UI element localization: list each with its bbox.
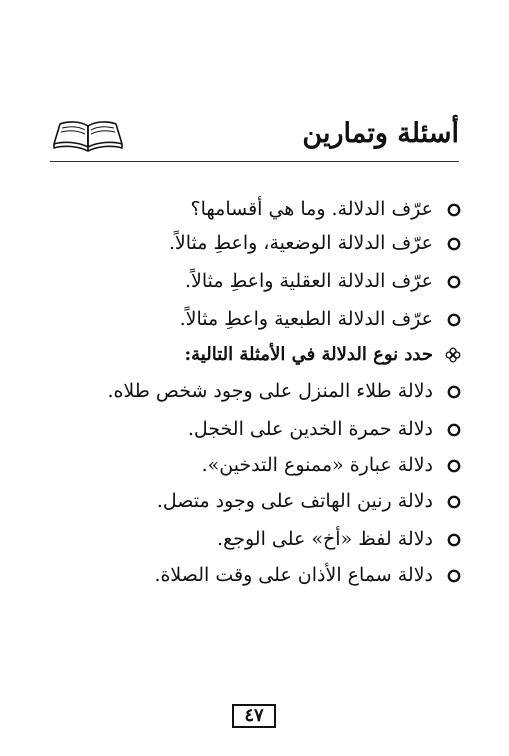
page-number: ٤٧ bbox=[232, 704, 276, 728]
section-heading-text: حدد نوع الدلالة في الأمثلة التالية: bbox=[184, 344, 433, 365]
question-item bbox=[191, 200, 461, 219]
question-text: عرّف الدلالة الوضعية، واعطِ مثالاً. bbox=[168, 232, 433, 254]
circle-bullet-icon bbox=[447, 533, 461, 547]
section-heading bbox=[185, 346, 461, 364]
circle-bullet-icon bbox=[447, 385, 461, 399]
example-item bbox=[217, 530, 461, 549]
open-book-icon bbox=[52, 118, 124, 152]
circle-bullet-icon bbox=[447, 275, 461, 289]
question-text: عرّف الدلالة العقلية واعطِ مثالاً. bbox=[185, 270, 433, 292]
header-divider bbox=[50, 161, 459, 162]
circle-bullet-icon bbox=[447, 237, 461, 251]
example-text: دلالة طلاء المنزل على وجود شخص طلاه. bbox=[107, 380, 433, 402]
circle-bullet-icon bbox=[447, 495, 461, 509]
flower-bullet-icon bbox=[445, 347, 461, 363]
circle-bullet-icon bbox=[447, 313, 461, 327]
circle-bullet-icon bbox=[447, 203, 461, 217]
question-text: عرّف الدلالة الطبعية واعطِ مثالاً. bbox=[179, 308, 433, 330]
circle-bullet-icon bbox=[447, 423, 461, 437]
example-text: دلالة لفظ «أخ» على الوجع. bbox=[217, 528, 433, 550]
example-item bbox=[157, 492, 461, 511]
example-text: دلالة رنين الهاتف على وجود متصل. bbox=[156, 490, 433, 512]
circle-bullet-icon bbox=[447, 569, 461, 583]
question-item bbox=[185, 272, 461, 291]
page-title: أسئلة وتمارين bbox=[302, 118, 459, 149]
question-text: عرّف الدلالة. وما هي أقسامها؟ bbox=[190, 198, 433, 220]
example-text: دلالة حمرة الخدين على الخجل. bbox=[187, 418, 433, 440]
circle-bullet-icon bbox=[447, 459, 461, 473]
example-item bbox=[202, 456, 461, 475]
example-item bbox=[154, 566, 461, 585]
question-item bbox=[180, 310, 461, 329]
example-item bbox=[188, 420, 461, 439]
question-item bbox=[169, 234, 461, 253]
example-text: دلالة عبارة «ممنوع التدخين». bbox=[201, 454, 433, 476]
example-text: دلالة سماع الأذان على وقت الصلاة. bbox=[154, 564, 433, 586]
example-item bbox=[107, 382, 461, 401]
